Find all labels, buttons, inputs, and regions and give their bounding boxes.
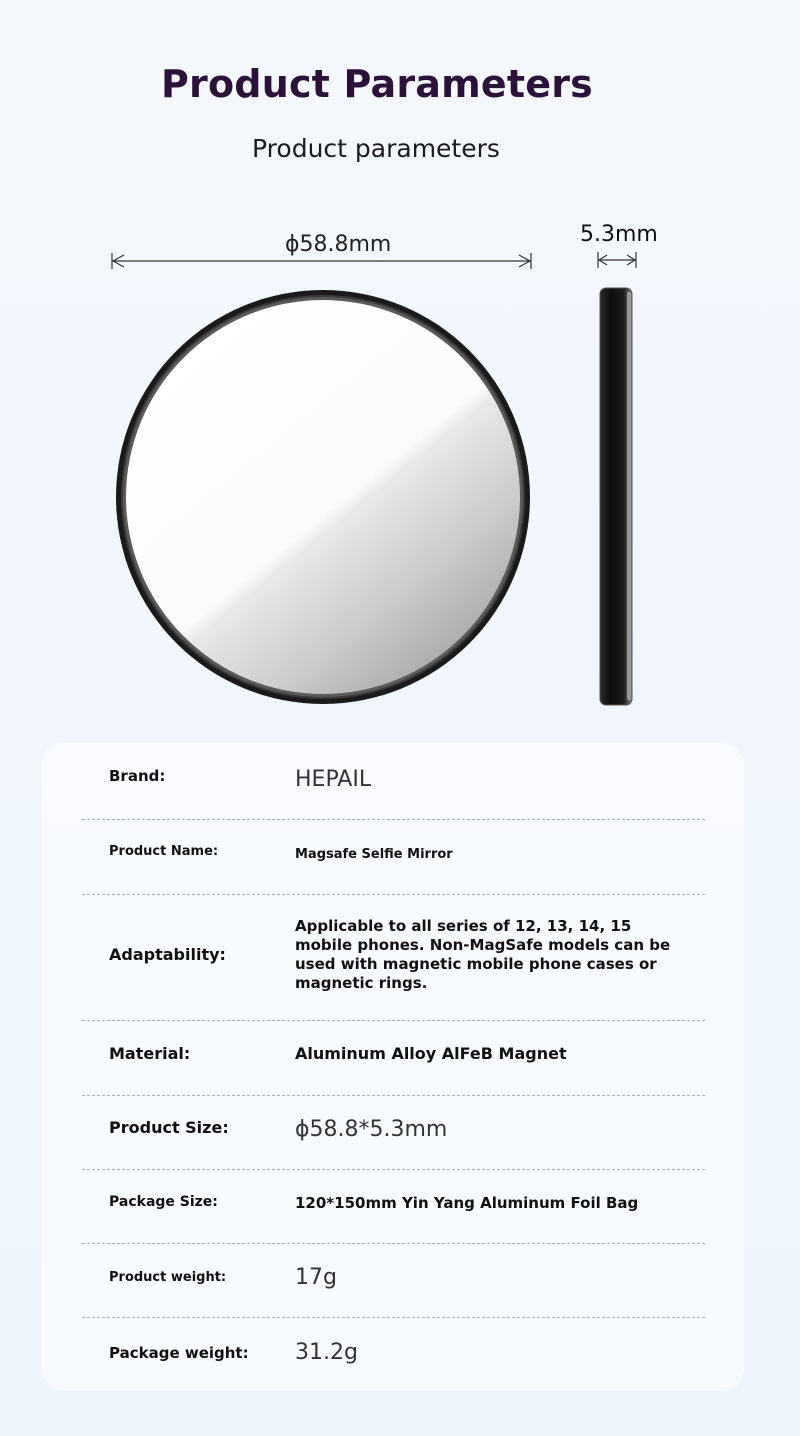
spec-row-product-weight [82, 1243, 705, 1318]
spec-value: 120*150mm Yin Yang Aluminum Foil Bag [295, 1194, 639, 1212]
mirror-side-view [600, 288, 632, 705]
spec-row-product-name [82, 819, 705, 895]
spec-value: HEPAIL [295, 767, 372, 792]
spec-row-package-size [82, 1169, 705, 1244]
spec-label: Product Size: [109, 1118, 229, 1137]
spec-row-adaptability [82, 894, 705, 1021]
spec-label: Material: [109, 1044, 191, 1063]
spec-row-brand [82, 743, 705, 820]
mirror-front-view [116, 290, 530, 704]
spec-label: Package weight: [109, 1344, 249, 1362]
spec-label: Product weight: [109, 1270, 227, 1285]
spec-label: Product Name: [109, 844, 219, 859]
spec-label: Brand: [109, 767, 166, 785]
spec-value: 31.2g [295, 1340, 358, 1365]
spec-row-material [82, 1020, 705, 1096]
spec-value: Applicable to all series of 12, 13, 14, 15 mobile phones. Non-MagSafe models can be used with magnetic mobile phone cases or magnetic rings. [295, 917, 671, 992]
spec-value: Magsafe Selfie Mirror [295, 847, 453, 862]
spec-row-package-weight [82, 1317, 705, 1391]
page-title: Product Parameters [161, 62, 593, 106]
spec-value: 17g [295, 1265, 337, 1290]
diameter-dimension-line [112, 253, 531, 269]
spec-row-product-size [82, 1095, 705, 1170]
spec-label: Package Size: [109, 1194, 218, 1210]
spec-label: Adaptability: [109, 945, 226, 964]
spec-value: ϕ58.8*5.3mm [295, 1117, 448, 1142]
thickness-label: 5.3mm [580, 222, 658, 247]
diameter-label: ϕ58.8mm [285, 232, 392, 257]
thickness-dimension-line [598, 252, 636, 268]
spec-value: Aluminum Alloy AlFeB Magnet [295, 1044, 567, 1063]
page-subtitle: Product parameters [252, 134, 500, 163]
